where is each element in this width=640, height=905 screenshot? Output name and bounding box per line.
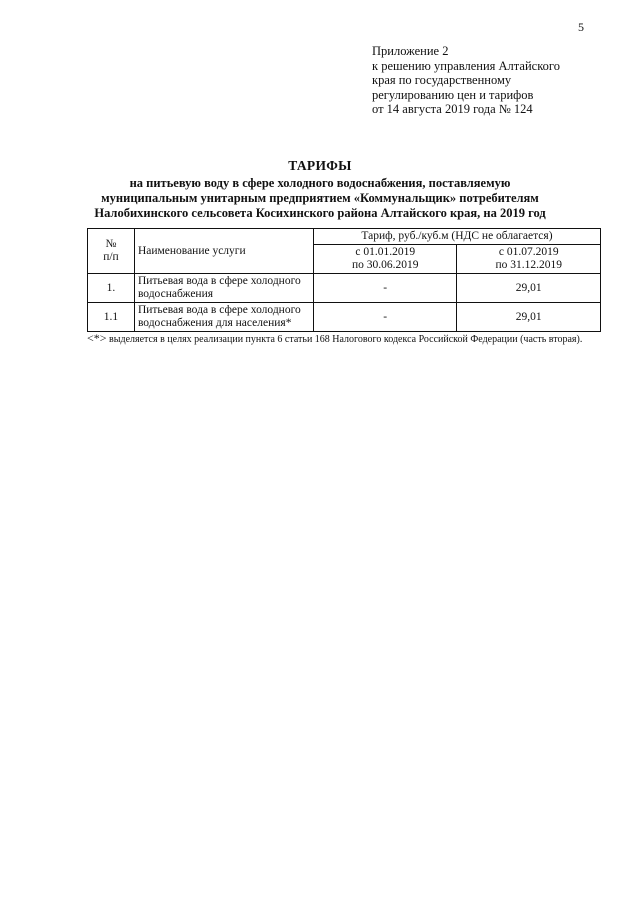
- appendix-line: к решению управления Алтайского: [372, 58, 560, 73]
- title-line: на питьевую воду в сфере холодного водоснабжения, поставляемую: [129, 176, 511, 190]
- page-number: 5: [578, 20, 584, 34]
- document-title: [60, 158, 580, 221]
- tariff-table: [87, 228, 601, 332]
- row-value-period-1: -: [313, 274, 457, 303]
- row-value-period-1: -: [313, 303, 457, 332]
- appendix-line: Приложение 2: [372, 44, 449, 58]
- title-line: муниципальным унитарным предприятием «Коммунальщик» потребителям: [101, 191, 539, 205]
- row-num: 1.1: [88, 303, 135, 332]
- header-num: № п/п: [88, 229, 135, 274]
- footnote-mark: <*>: [87, 331, 107, 345]
- title-line: Налобихинского сельсовета Косихинского района Алтайского края, на 2019 год: [94, 206, 546, 220]
- footnote-text: выделяется в целях реализации пункта 6 статьи 168 Налогового кодекса Российской Федерации (часть вторая).: [106, 334, 583, 345]
- appendix-line: регулированию цен и тарифов: [372, 87, 534, 102]
- appendix-line: края по государственному: [372, 73, 512, 87]
- title-main: ТАРИФЫ: [288, 158, 352, 173]
- table-header-row: [88, 229, 601, 245]
- row-num: 1.: [88, 274, 135, 303]
- row-service-name: Питьевая вода в сфере холодного водоснабжения: [134, 274, 313, 303]
- header-period-1: с 01.01.2019 по 30.06.2019: [313, 245, 457, 274]
- table-row: [88, 274, 601, 303]
- row-service-name: Питьевая вода в сфере холодного водоснабжения для населения*: [134, 303, 313, 332]
- row-value-period-2: 29,01: [457, 303, 601, 332]
- header-period-2: с 01.07.2019 по 31.12.2019: [457, 245, 601, 274]
- row-value-period-2: 29,01: [457, 274, 601, 303]
- footnote: [87, 331, 601, 347]
- header-service-name: Наименование услуги: [134, 229, 313, 274]
- appendix-line: от 14 августа 2019 года № 124: [372, 102, 533, 116]
- header-tariff: Тариф, руб./куб.м (НДС не облагается): [313, 229, 600, 245]
- table-row: [88, 303, 601, 332]
- appendix-reference: [372, 44, 612, 117]
